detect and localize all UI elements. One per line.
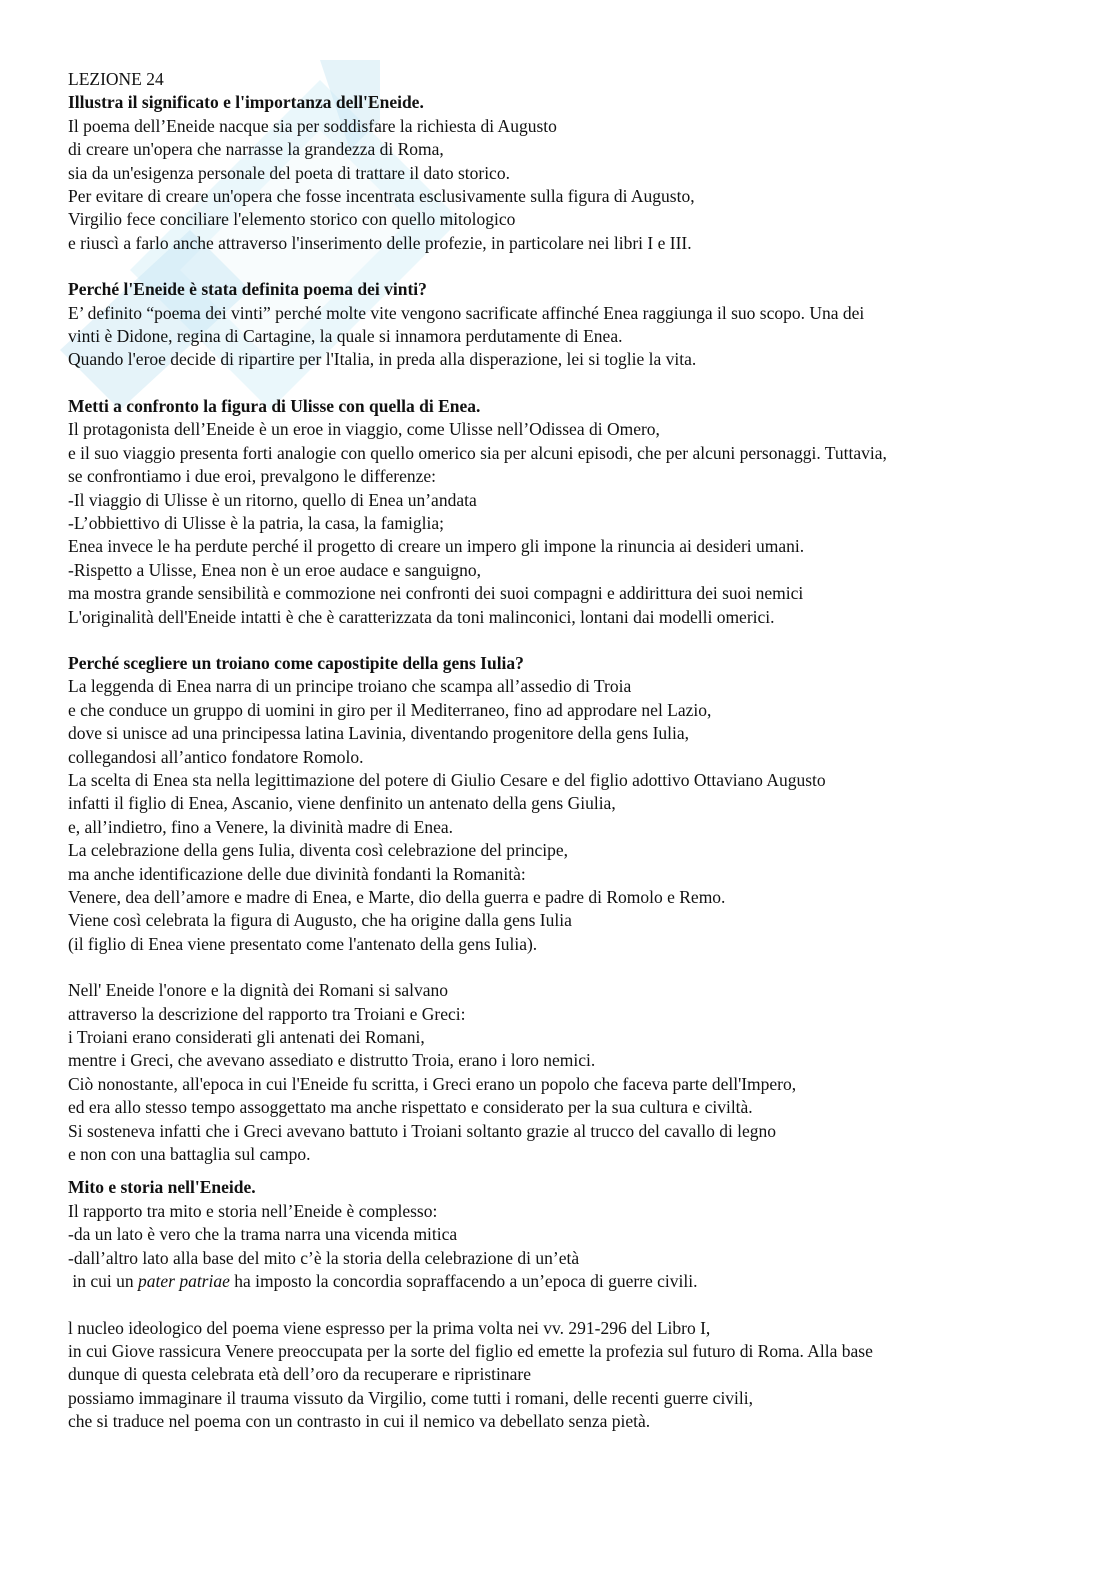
text-line: Quando l'eroe decide di ripartire per l'Italia, in preda alla disperazione, lei si toglie la vita. [68, 349, 697, 370]
text-line: Per evitare di creare un'opera che fosse incentrata esclusivamente sulla figura di Augusto, [68, 186, 695, 207]
text-line: Si sosteneva infatti che i Greci avevano battuto i Troiani soltanto grazie al trucco del cavallo di legno [68, 1120, 777, 1141]
text-line: L'originalità dell'Eneide intatti è che è caratterizzata da toni malinconici, lontani dai modelli omerici. [68, 606, 775, 627]
document-page [68, 68, 1068, 1434]
section-heading: Perché l'Eneide è stata definita poema dei vinti? [68, 279, 427, 300]
text-line: (il figlio di Enea viene presentato come l'antenato della gens Iulia). [68, 933, 538, 954]
text-line: Virgilio fece conciliare l'elemento storico con quello mitologico [68, 209, 516, 230]
text-segment: ha imposto la concordia sopraffacendo a un’epoca di guerre civili. [229, 1271, 698, 1292]
text-line: di creare un'opera che narrasse la grandezza di Roma, [68, 139, 444, 160]
text-line: mentre i Greci, che avevano assediato e distrutto Troia, erano i loro nemici. [68, 1050, 596, 1071]
text-line: sia da un'esigenza personale del poeta di trattare il dato storico. [68, 162, 510, 183]
text-line: Enea invece le ha perdute perché il progetto di creare un impero gli impone la rinuncia ai desideri umani. [68, 536, 805, 557]
text-line-with-italic [68, 1270, 1068, 1293]
text-line: l nucleo ideologico del poema viene espresso per la prima volta nei vv. 291-296 del Libro I, [68, 1317, 711, 1338]
text-line: dunque di questa celebrata età dell’oro da recuperare e ripristinare [68, 1364, 532, 1385]
text-line: ed era allo stesso tempo assoggettato ma anche rispettato e considerato per la sua cultura e civiltà. [68, 1097, 753, 1118]
text-segment: in cui un [68, 1271, 138, 1292]
italic-term: pater patriae [138, 1271, 230, 1292]
text-line: e riuscì a farlo anche attraverso l'inserimento delle profezie, in particolare nei libri I e III. [68, 232, 692, 253]
text-line: Il poema dell’Eneide nacque sia per soddisfare la richiesta di Augusto [68, 115, 557, 136]
text-line: La leggenda di Enea narra di un principe troiano che scampa all’assedio di Troia [68, 676, 632, 697]
text-line: e che conduce un gruppo di uomini in giro per il Mediterraneo, fino ad approdare nel Lazio, [68, 699, 712, 720]
text-line: dove si unisce ad una principessa latina Lavinia, diventando progenitore della gens Iulia, [68, 723, 690, 744]
text-line: attraverso la descrizione del rapporto tra Troiani e Greci: [68, 1003, 466, 1024]
text-line: La scelta di Enea sta nella legittimazione del potere di Giulio Cesare e del figlio adottivo Ottaviano Augusto [68, 769, 826, 790]
text-line: -da un lato è vero che la trama narra una vicenda mitica [68, 1224, 458, 1245]
text-line: e il suo viaggio presenta forti analogie con quello omerico sia per alcuni episodi, che per alcuni personaggi. Tuttavia, [68, 442, 887, 463]
text-line: che si traduce nel poema con un contrasto in cui il nemico va debellato senza pietà. [68, 1411, 651, 1432]
text-line: ma mostra grande sensibilità e commozione nei confronti dei suoi compagni e addirittura dei suoi nemici [68, 583, 804, 604]
text-line: i Troiani erano considerati gli antenati dei Romani, [68, 1027, 425, 1048]
text-line: in cui Giove rassicura Venere preoccupata per la sorte del figlio ed emette la profezia sul futuro di Roma. Alla base [68, 1340, 873, 1361]
text-line: La celebrazione della gens Iulia, diventa così celebrazione del principe, [68, 840, 568, 861]
text-line: possiamo immaginare il trauma vissuto da Virgilio, come tutti i romani, delle recenti guerre civili, [68, 1387, 754, 1408]
section-heading: Mito e storia nell'Eneide. [68, 1177, 256, 1198]
text-line: Venere, dea dell’amore e madre di Enea, e Marte, dio della guerra e padre di Romolo e Remo. [68, 887, 726, 907]
text-line: -Il viaggio di Ulisse è un ritorno, quello di Enea un’andata [68, 489, 477, 510]
text-line: Il rapporto tra mito e storia nell’Eneide è complesso: [68, 1200, 438, 1221]
text-line: ma anche identificazione delle due divinità fondanti la Romanità: [68, 863, 526, 884]
section-heading: Illustra il significato e l'importanza dell'Eneide. [68, 92, 424, 113]
text-line: e, all’indietro, fino a Venere, la divinità madre di Enea. [68, 816, 454, 837]
text-line: vinti è Didone, regina di Cartagine, la quale si innamora perdutamente di Enea. [68, 326, 623, 347]
text-line: Il protagonista dell’Eneide è un eroe in viaggio, come Ulisse nell’Odissea di Omero, [68, 419, 660, 440]
text-line: -dall’altro lato alla base del mito c’è la storia della celebrazione di un’età [68, 1247, 580, 1268]
text-line: Nell' Eneide l'onore e la dignità dei Romani si salvano [68, 980, 449, 1001]
text-line: -Rispetto a Ulisse, Enea non è un eroe audace e sanguigno, [68, 559, 482, 580]
text-line: infatti il figlio di Enea, Ascanio, viene denfinito un antenato della gens Giulia, [68, 793, 616, 814]
text-line: -L’obbiettivo di Ulisse è la patria, la casa, la famiglia; [68, 512, 444, 533]
section-heading: Perché scegliere un troiano come capostipite della gens Iulia? [68, 652, 524, 673]
text-line: collegandosi all’antico fondatore Romolo. [68, 746, 364, 767]
text-line: Viene così celebrata la figura di Augusto, che ha origine dalla gens Iulia [68, 910, 572, 931]
text-line: Ciò nonostante, all'epoca in cui l'Eneide fu scritta, i Greci erano un popolo che faceva parte dell'Impero, [68, 1073, 797, 1094]
text-line: se confrontiamo i due eroi, prevalgono le differenze: [68, 466, 437, 487]
text-line: E’ definito “poema dei vinti” perché molte vite vengono sacrificate affinché Enea raggiunga il suo scopo. Una dei [68, 302, 865, 323]
text-line: e non con una battaglia sul campo. [68, 1144, 311, 1165]
lesson-title: LEZIONE 24 [68, 69, 164, 89]
section-heading: Metti a confronto la figura di Ulisse con quella di Enea. [68, 395, 481, 416]
